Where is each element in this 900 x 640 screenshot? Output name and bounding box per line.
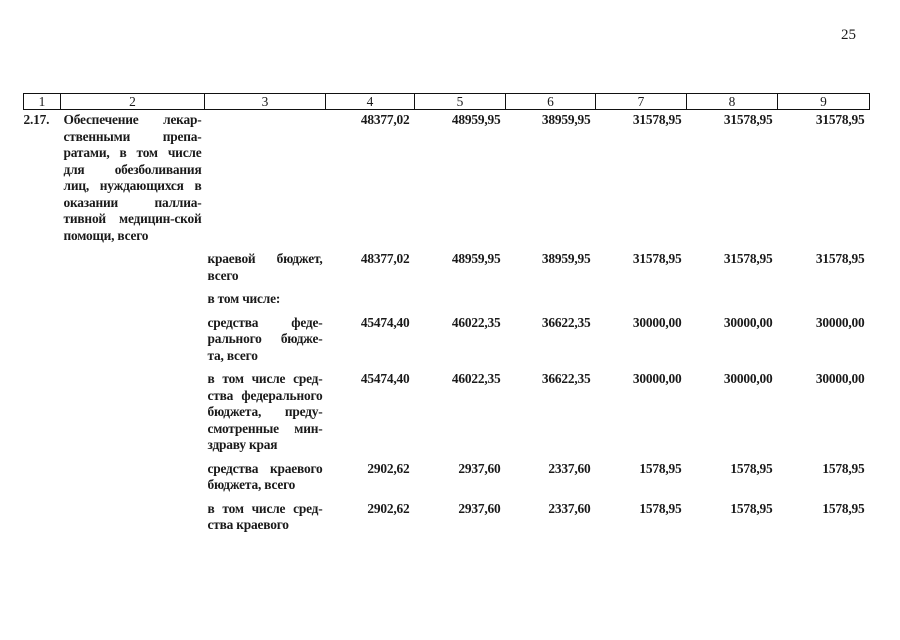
row-source: средства краевого бюджета, всего — [207, 460, 323, 492]
value-col-9: 1578,95 — [822, 500, 865, 516]
row-source: в том числе сред-ства краевого — [207, 500, 323, 532]
budget-table — [23, 93, 870, 539]
header-col-7: 7 — [596, 94, 687, 110]
value-col-8: 31578,95 — [723, 112, 773, 127]
row-name: Обеспечение лекар-ственными препа-ратами, в том числе для обезболивания лиц, нуждающихся в оказании паллиа-тивной медицин-ской помощи, всего — [63, 112, 202, 243]
row-source: краевой бюджет, всего — [207, 251, 323, 283]
value-col-5: 46022,35 — [451, 314, 501, 330]
value-col-6: 38959,95 — [541, 112, 591, 127]
empty-cell — [61, 289, 205, 313]
header-col-3: 3 — [205, 94, 326, 110]
value-col-8: 31578,95 — [723, 251, 773, 266]
value-col-5: 2937,60 — [458, 500, 501, 516]
table-header — [24, 94, 870, 110]
table-row-main — [24, 110, 870, 250]
value-col-5: 48959,95 — [451, 112, 501, 127]
row-index: 2.17. — [23, 112, 50, 127]
value-col-4: 2902,62 — [367, 460, 410, 476]
value-col-9: 31578,95 — [815, 251, 865, 266]
row-source: средства феде-рального бюдже-та, всего — [207, 314, 323, 363]
value-col-5: 2937,60 — [458, 460, 501, 476]
value-col-4: 45474,40 — [360, 371, 410, 386]
empty-cell — [24, 249, 61, 289]
value-col-9: 30000,00 — [815, 314, 865, 330]
table-row — [24, 369, 870, 459]
page-number: 25 — [841, 27, 856, 43]
value-col-7: 1578,95 — [639, 500, 682, 516]
value-col-9: 30000,00 — [815, 371, 865, 386]
empty-cell — [61, 249, 205, 289]
table-row — [24, 249, 870, 289]
header-col-9: 9 — [778, 94, 870, 110]
table-row — [24, 499, 870, 539]
empty-cell — [24, 289, 61, 313]
value-col-8 — [687, 289, 778, 313]
header-col-8: 8 — [687, 94, 778, 110]
table-body — [24, 110, 870, 539]
value-col-7: 31578,95 — [632, 112, 682, 127]
value-col-6: 2337,60 — [548, 500, 591, 516]
value-col-4: 45474,40 — [360, 314, 410, 330]
value-col-4: 48377,02 — [360, 112, 410, 127]
empty-cell — [61, 313, 205, 370]
table-row — [24, 459, 870, 499]
empty-cell — [24, 459, 61, 499]
value-col-8: 30000,00 — [723, 314, 773, 330]
value-col-9 — [778, 289, 870, 313]
row-source — [205, 110, 326, 250]
value-col-7: 1578,95 — [639, 460, 682, 476]
row-source: в том числе сред-ства федерального бюджета, преду-смотренные мин-здраву края — [207, 371, 323, 452]
value-col-8: 1578,95 — [730, 460, 773, 476]
table-row — [24, 289, 870, 313]
value-col-7 — [596, 289, 687, 313]
header-col-6: 6 — [506, 94, 596, 110]
empty-cell — [24, 499, 61, 539]
value-col-4 — [326, 289, 415, 313]
value-col-8: 1578,95 — [730, 500, 773, 516]
value-col-6: 2337,60 — [548, 460, 591, 476]
value-col-5: 48959,95 — [451, 251, 501, 266]
value-col-7: 30000,00 — [632, 371, 682, 386]
table-row — [24, 313, 870, 370]
value-col-8: 30000,00 — [723, 371, 773, 386]
value-col-6: 36622,35 — [541, 314, 591, 330]
header-row — [24, 94, 870, 110]
value-col-7: 30000,00 — [632, 314, 682, 330]
header-col-5: 5 — [415, 94, 506, 110]
empty-cell — [24, 369, 61, 459]
value-col-6: 36622,35 — [541, 371, 591, 386]
header-col-4: 4 — [326, 94, 415, 110]
empty-cell — [61, 459, 205, 499]
header-col-2: 2 — [61, 94, 205, 110]
empty-cell — [61, 369, 205, 459]
value-col-4: 2902,62 — [367, 500, 410, 516]
empty-cell — [24, 313, 61, 370]
value-col-5: 46022,35 — [451, 371, 501, 386]
value-col-9: 1578,95 — [822, 460, 865, 476]
empty-cell — [61, 499, 205, 539]
value-col-5 — [415, 289, 506, 313]
value-col-9: 31578,95 — [815, 112, 865, 127]
header-col-1: 1 — [24, 94, 61, 110]
row-source: в том числе: — [207, 291, 281, 306]
value-col-4: 48377,02 — [360, 251, 410, 266]
value-col-7: 31578,95 — [632, 251, 682, 266]
value-col-6: 38959,95 — [541, 251, 591, 266]
value-col-6 — [506, 289, 596, 313]
